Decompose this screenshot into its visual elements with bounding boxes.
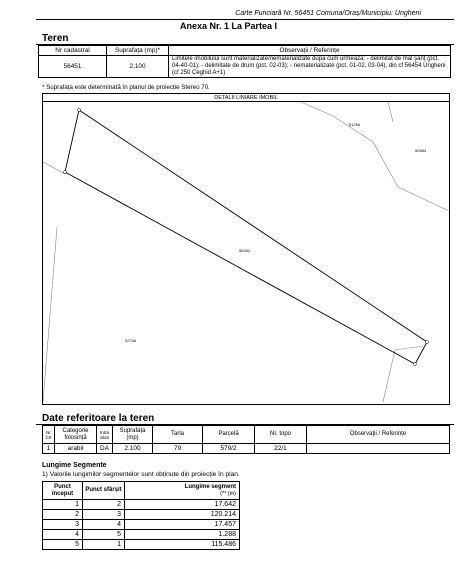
cell-length: 120.214 bbox=[125, 510, 240, 520]
cell-end: 4 bbox=[83, 520, 125, 530]
cell-length: 1.288 bbox=[125, 530, 240, 540]
cell-nr-cadastral: 56451 bbox=[39, 56, 107, 78]
cell-start: 4 bbox=[43, 530, 83, 540]
col-lungime bbox=[125, 482, 240, 500]
table-row bbox=[43, 520, 240, 530]
carte-funciara-header: Carte Funciară Nr. 56451 Comuna/Oraș/Municipiu: Ungheni bbox=[235, 10, 421, 17]
table-row bbox=[43, 444, 450, 454]
cell-nr-topo: 22/1 bbox=[255, 444, 307, 454]
cell-observatii: Limitele imobilului sunt materializate/nematerializate după cum urmează: - delimitat de mal şanţ (pct. 04-40-01); - delimitate de drum (pct. 02-03); - nematerializate (pct. 01-02, 03-04), din cf 56454 Ungheni (cf 250 Ceghid A+1) bbox=[169, 56, 451, 78]
annex-title: Anexa Nr. 1 La Partea I bbox=[179, 21, 278, 31]
col-observatii-ref: Observații / Referințe bbox=[307, 426, 450, 444]
cell-nr-crt: 1 bbox=[43, 444, 55, 454]
col-parcela: Parcelă bbox=[203, 426, 255, 444]
map-drawing bbox=[43, 102, 450, 405]
table-row bbox=[43, 510, 240, 520]
suprafata-note: * Suprafața este determinată în planul de proiecție Stereo 70. bbox=[42, 84, 210, 91]
lungime-title: Lungime Segmente bbox=[42, 462, 107, 469]
col-nr-crt: Nr Crt bbox=[43, 426, 55, 444]
date-ref-table bbox=[42, 425, 450, 454]
cell-end: 2 bbox=[83, 500, 125, 510]
parcel-map bbox=[42, 93, 450, 405]
cell-start: 2 bbox=[43, 510, 83, 520]
col-observatii: Observații / Referințe bbox=[169, 46, 451, 56]
cell-parcela: 579/2 bbox=[203, 444, 255, 454]
col-punct-sfarsit: Punct sfârșit bbox=[83, 482, 125, 500]
header-divider bbox=[36, 19, 454, 20]
cell-length: 17.642 bbox=[125, 500, 240, 510]
cell-intravilan: DA bbox=[97, 444, 113, 454]
cell-start: 1 bbox=[43, 500, 83, 510]
cell-start: 3 bbox=[43, 520, 83, 530]
cell-start: 5 bbox=[43, 540, 83, 550]
col-categorie: Categorie folosință bbox=[55, 426, 97, 444]
col-nr-cadastral: Nr cadastral bbox=[39, 46, 107, 56]
parcel-label: 56451 bbox=[239, 248, 251, 253]
col-tarla: Tarla bbox=[153, 426, 203, 444]
neighbor-label-1: 51256 bbox=[349, 122, 361, 127]
segment-table bbox=[42, 481, 240, 550]
lungime-subtitle: 1) Valorile lungimilor segmentelor sunt obținute din proiecție în plan. bbox=[42, 471, 240, 478]
neighbor-label-3: 52746 bbox=[125, 338, 137, 343]
cell-suprafata: 2.100 bbox=[107, 56, 169, 78]
col-suprafata-ref: Suprafața (mp) bbox=[113, 426, 153, 444]
cell-categorie: arabil bbox=[55, 444, 97, 454]
cell-length: 115.486 bbox=[125, 540, 240, 550]
col-lungime-label: Lungime segment bbox=[184, 483, 236, 490]
cell-length: 17.457 bbox=[125, 520, 240, 530]
cell-end: 5 bbox=[83, 530, 125, 540]
col-punct-inceput: Punct început bbox=[43, 482, 83, 500]
cell-end: 1 bbox=[83, 540, 125, 550]
table-row bbox=[43, 540, 240, 550]
col-lungime-unit: (** (m) bbox=[220, 490, 236, 497]
neighbor-label-2: 50484 bbox=[415, 148, 427, 153]
cell-observatii-ref bbox=[307, 444, 450, 454]
teren-table bbox=[38, 45, 451, 78]
cell-tarla: 79 bbox=[153, 444, 203, 454]
table-row bbox=[43, 530, 240, 540]
col-suprafata: Suprafața (mp)* bbox=[107, 46, 169, 56]
cell-end: 3 bbox=[83, 510, 125, 520]
col-nr-topo: Nr. topo bbox=[255, 426, 307, 444]
map-title: DETALII LINIARE IMOBIL bbox=[43, 94, 449, 102]
table-row bbox=[43, 500, 240, 510]
col-intravilan: Intra vilan bbox=[97, 426, 113, 444]
date-ref-section-title: Date referitoare la teren bbox=[42, 413, 155, 424]
teren-section-title: Teren bbox=[42, 33, 69, 44]
cell-suprafata-ref: 2.100 bbox=[113, 444, 153, 454]
